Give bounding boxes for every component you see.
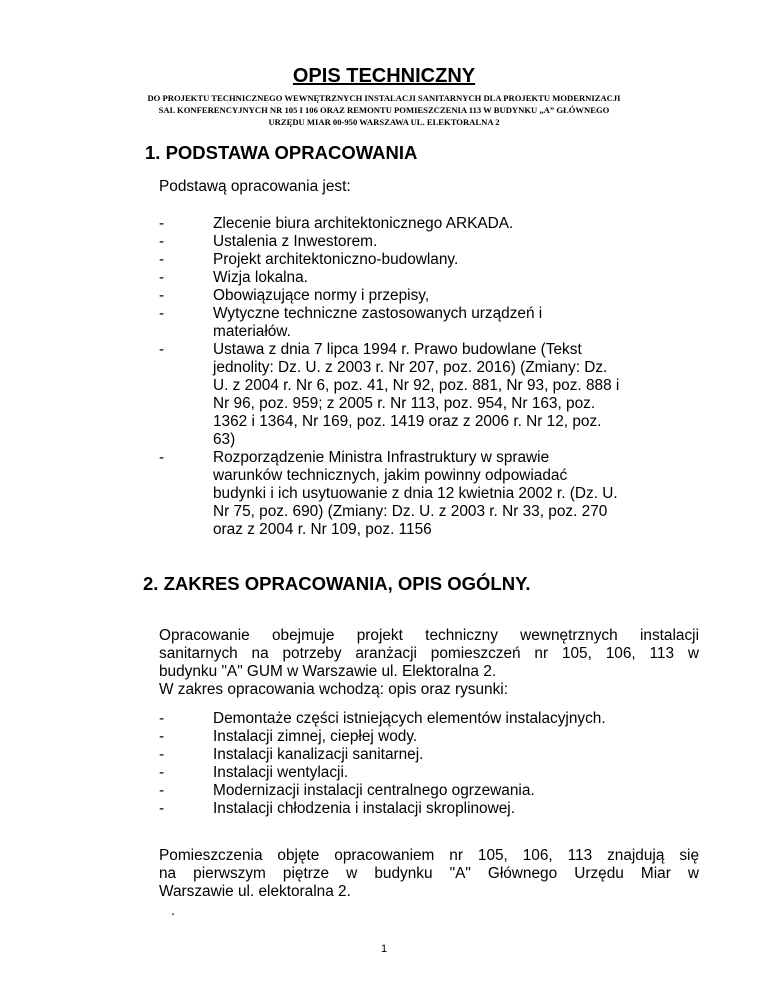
list-item: - Projekt architektoniczno-budowlany.	[159, 251, 719, 269]
section-2-heading: 2. ZAKRES OPRACOWANIA, OPIS OGÓLNY.	[143, 573, 531, 594]
section-2-paragraph-1: Opracowanie obejmuje projekt techniczny wewnętrznych instalacji sanitarnych na potrzeby aranżacji pomieszczeń nr 105, 106, 113 w budynku "A" GUM w Warszawie ul. Elektoralna 2. W zakres opracowania wchodzą: opis oraz rysunki:	[159, 627, 699, 698]
section-2-list	[159, 710, 719, 818]
trailing-mark: .	[171, 902, 175, 918]
list-item: - Rozporządzenie Ministra Infrastruktury w sprawie warunków technicznych, jakim powinny odpowiadać budynki i ich usytuowanie z dnia 12 kwietnia 2002 r. (Dz. U. Nr 75, poz. 690) (Zmiany: Dz. U. z 2003 r. Nr 33, poz. 270 oraz z 2004 r. Nr 109, poz. 1156	[159, 449, 719, 539]
section-1-intro: Podstawą opracowania jest:	[159, 178, 351, 195]
list-item: - Zlecenie biura architektonicznego ARKADA.	[159, 215, 719, 233]
list-item: - Ustawa z dnia 7 lipca 1994 r. Prawo budowlane (Tekst jednolity: Dz. U. z 2003 r. Nr 207, poz. 2016) (Zmiany: Dz. U. z 2004 r. Nr 6, poz. 41, Nr 92, poz. 881, Nr 93, poz. 888 i Nr 96, poz. 959; z 2005 r. Nr 113, poz. 954, Nr 163, poz. 1362 i 1364, Nr 169, poz. 1419 oraz z 2006 r. Nr 12, poz. 63)	[159, 341, 719, 449]
list-item: - Modernizacji instalacji centralnego ogrzewania.	[159, 782, 719, 800]
list-item: - Wytyczne techniczne zastosowanych urządzeń i materiałów.	[159, 305, 719, 341]
subtitle-line: DO PROJEKTU TECHNICZNEGO WEWNĘTRZNYCH INSTALACJI SANITARNYCH DLA PROJEKTU MODERNIZACJI	[147, 93, 621, 103]
document-subtitle	[100, 92, 668, 128]
list-item: - Instalacji wentylacji.	[159, 764, 719, 782]
list-item: - Instalacji kanalizacji sanitarnej.	[159, 746, 719, 764]
section-2-paragraph-2: Pomieszczenia objęte opracowaniem nr 105, 106, 113 znajdują się na pierwszym piętrze w budynku "A" Głównego Urzędu Miar w Warszawie ul. elektoralna 2.	[159, 847, 699, 900]
list-item: - Instalacji zimnej, ciepłej wody.	[159, 728, 719, 746]
section-1-heading: 1. PODSTAWA OPRACOWANIA	[145, 142, 418, 163]
list-item: - Wizja lokalna.	[159, 269, 719, 287]
subtitle-line: SAL KONFERENCYJNYCH NR 105 I 106 ORAZ REMONTU POMIESZCZENIA 113 W BUDYNKU „A” GŁÓWNEGO	[158, 105, 610, 115]
list-item: - Ustalenia z Inwestorem.	[159, 233, 719, 251]
list-item: - Obowiązujące normy i przepisy,	[159, 287, 719, 305]
list-item: - Instalacji chłodzenia i instalacji skroplinowej.	[159, 800, 719, 818]
subtitle-line: URZĘDU MIAR 00-950 WARSZAWA UL. ELEKTORALNA 2	[268, 117, 500, 127]
section-1-list	[159, 215, 719, 539]
list-item: - Demontaże części istniejących elementów instalacyjnych.	[159, 710, 719, 728]
page-number: 1	[380, 943, 388, 955]
document-title: OPIS TECHNICZNY	[292, 65, 476, 87]
